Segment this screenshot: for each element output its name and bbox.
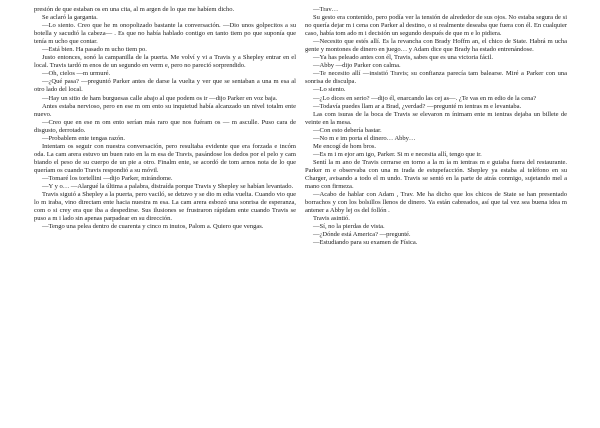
paragraph: —¿Qué pasa? —preguntó Parker antes de darse la vuelta y ver que se sentaban a una m esa al otro lado del local. bbox=[34, 78, 296, 94]
paragraph: Se aclaró la garganta. bbox=[42, 14, 98, 22]
paragraph: —Todavía puedes llam ar a Brad, ¿verdad? —pregunté m ientras m e levantaba. bbox=[313, 102, 522, 110]
paragraph: Justo entonces, sonó la campanilla de la puerta. Me volví y vi a Travis y a Shepley entrar en el local. Travis tardó m enos de un segundo en verm e, pero no pareció sorprendido. bbox=[34, 54, 296, 70]
left-page bbox=[34, 6, 296, 231]
paragraph: —Te necesito allí —insistió Travis; su confianza parecía tam balearse. Miré a Parker con una sonrisa de disculpa. bbox=[305, 70, 567, 86]
paragraph: —Lo siento. bbox=[313, 86, 346, 94]
paragraph: —No m e im porta el dinero… Abby… bbox=[313, 134, 416, 142]
paragraph: —¿Dónde está America? —pregunté. bbox=[313, 231, 411, 239]
paragraph: —Oh, cielos —m urmuré. bbox=[42, 70, 111, 78]
paragraph: —Necesito que estés allí. Es la revancha con Brady Hoffm an, el chico de State. Habrá m ucha gente y montones de dinero en juego… y Adam dice que Brady ha estado entrenándose. bbox=[305, 38, 567, 54]
paragraph: Su gesto era contenido, pero podía ver la tensión de alrededor de sus ojos. No estaba segura de si no quería dejar m i cena con Parker al destino, o si realmente deseaba que fuera con él. En cualquier caso, había tom ado m i decisión un segundo después de que m e lo pidiera. bbox=[305, 14, 567, 38]
paragraph: —¿Lo dices en serio? —dijo él, enarcando las cej as—. ¿Te vas en m edio de la cena? bbox=[313, 94, 537, 102]
paragraph: Antes estaba nervioso, pero en ese m om ento su inquietud había alcanzado un nivel totalm ente nuevo. bbox=[34, 102, 296, 118]
paragraph: —Hay un sitio de ham burguesas calle abajo al que podem os ir —dijo Parker en voz baja. bbox=[42, 94, 278, 102]
paragraph: —Acabo de hablar con Adam , Trav. Me ha dicho que los chicos de State se han presentado borrachos y con los bolsillos llenos de dinero. Ya están cabreados, así que tal vez sea buena idea m antener a Abby lej os del follón . bbox=[305, 191, 567, 215]
paragraph: —Tengo una pelea dentro de cuarenta y cinco m inutos, Palom a. Quiero que vengas. bbox=[42, 223, 264, 231]
paragraph: —Lo siento. Creo que he m onopolizado bastante la conversación. —Dio unos golpecitos a su botella y sacudió la cabeza— . Es que no había hablado contigo en tanto tiem po que suponía que tenía m ucho que contar. bbox=[34, 22, 296, 46]
paragraph: —Con esto debería bastar. bbox=[313, 126, 382, 134]
paragraph: Las com isuras de la boca de Travis se elevaron m ínimam ente m ientras dejaba un billete de veinte en la mesa. bbox=[305, 110, 567, 126]
paragraph: —Ya has peleado antes con él, Travis, sabes que es una victoria fácil. bbox=[313, 54, 493, 62]
paragraph: —Y y o… —Alargué la última a palabra, distraída porque Travis y Shepley se habían levantado. bbox=[42, 183, 294, 191]
paragraph: Travis siguió a Shepley a la puerta, pero vaciló, se detuvo y se dio m edia vuelta. Cuando vio que lo m iraba, vino directam ente hacia nuestra m esa. La cam arera esbozó una sonrisa de esperanza, com o si crey era que iba a despedirse. Sus ilusiones se frustraron rápidam ente cuando Travis se puso a m i lado sin apenas parpadear en su dirección. bbox=[34, 191, 296, 223]
paragraph: —Es m i m ejor am igo, Parker. Si m e necesita allí, tengo que ir. bbox=[313, 150, 482, 158]
paragraph: —Estudiando para su examen de Física. bbox=[313, 239, 418, 247]
paragraph: Sentí la m ano de Travis cerrarse en torno a la m ía m ientras m e guiaba fuera del restaurante. Parker m e observaba con una m irada de estupefacción. Shepley ya estaba al teléfono en su Charger, avisando a todo el m undo. Travis se sentó en la parte de atrás conmigo, sujetando mel a mano con firmeza. bbox=[305, 158, 567, 191]
paragraph: —Creo que en ese m om ento serían más raro que nos fuéram os — m asculle. Puso cara de disgusto, derrotado. bbox=[34, 118, 296, 134]
paragraph: Intentam os seguir con nuestra conversación, pero resultaba evidente que era forzada e incóm oda. La cam arera estuvo un buen rato en la m esa de Travis, pasándose los dedos por el pelo y cam biando el peso de su cuerpo de un pie a otro. Finalm ente, se acordó de tom arnos nota de lo que queríam os cuando Travis respondió a su móvil. bbox=[34, 142, 296, 174]
right-page bbox=[305, 6, 567, 247]
paragraph: —Está bien. Ha pasado m ucho tiem po. bbox=[42, 46, 147, 54]
paragraph: Me encogí de hom bros. bbox=[313, 142, 377, 150]
paragraph: —Probablem ente tengas razón. bbox=[42, 134, 126, 142]
paragraph: presión de que estaban os en una cita, al m argen de lo que me habíem dicho. bbox=[34, 6, 235, 13]
paragraph: Travis asintió. bbox=[313, 215, 350, 223]
paragraph: —Trav… bbox=[313, 6, 339, 13]
paragraph: —Tomaré los tortellini —dijo Parker, mirándome. bbox=[42, 174, 173, 182]
paragraph: —Sí, no la pierdas de vista. bbox=[313, 223, 385, 231]
paragraph: —Abby —dijo Parker con calma. bbox=[313, 62, 401, 70]
